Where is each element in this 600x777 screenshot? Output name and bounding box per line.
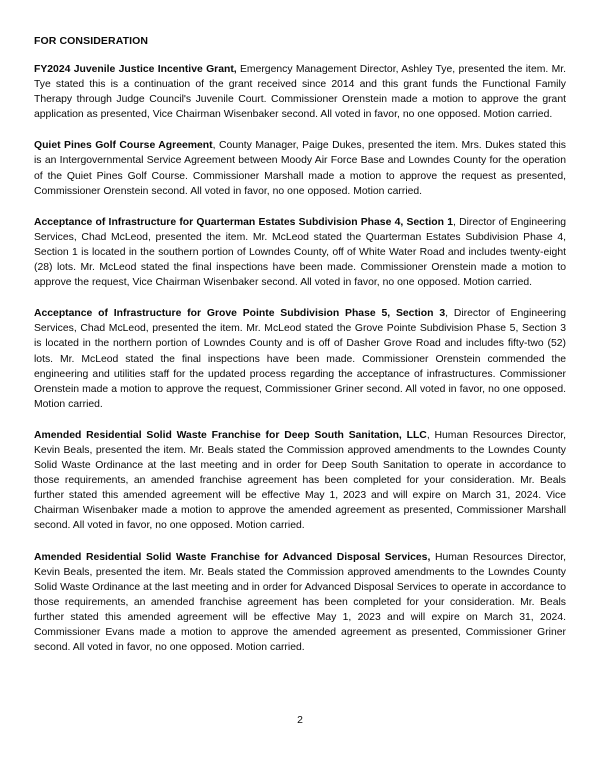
agenda-item-paragraph [34, 428, 566, 534]
agenda-item-title: Acceptance of Infrastructure for Grove Pointe Subdivision Phase 5, Section 3 [34, 308, 446, 320]
agenda-item-text: Emergency Management Director, Ashley Tye, presented the item. Mr. Tye stated this is a continuation of the grant received since 2014 and this grant funds the Functional Family Therapy through Judge Council's Juvenile Court. Commissioner Orenstein made a motion to approve the grant application as presented, Vice Chairman Wisenbaker second. All voted in favor, no one opposed. Motion carried. [34, 64, 567, 121]
agenda-item-text: , Director of Engineering Services, Chad McLeod, presented the item. Mr. McLeod stated the Quarterman Estates Subdivision Phase 4, Section 1 is located in the southern portion of Lowndes County, off of White Water Road and includes twenty-eight (28) lots. Mr. McLeod stated the final inspections have been made. Commissioner Orenstein made a motion to approve the request, Vice Chairman Wisenbaker second. All voted in favor, no one opposed. Motion carried. [34, 216, 566, 289]
agenda-item-title: Amended Residential Solid Waste Franchise for Deep South Sanitation, LLC [34, 429, 427, 441]
agenda-item-text: Human Resources Director, Kevin Beals, presented the item. Mr. Beals stated the Commission approved amendments to the Lowndes County Solid Waste Ordinance at the last meeting and in order for Advanced Disposal Services to operate in accordance to those requirements, an amended franchise agreement has been completed for your consideration. Mr. Beals further stated this amended agreement will be effective May 1, 2023 and will expire on March 31, 2024. Commissioner Evans made a motion to approve the amended agreement as presented, Commissioner Griner second. All voted in favor, no one opposed. Motion carried. [34, 551, 567, 654]
agenda-item-text: , Director of Engineering Services, Chad McLeod, presented the item. Mr. McLeod stated the Grove Pointe Subdivision Phase 5, Section 3 is located in the northern portion of Lowndes County and is off of Dasher Grove Road and includes fifty-two (52) lots. Mr. McLeod stated the final inspections have been made. Commissioner Orenstein commended the engineering and utilities staff for the updated process regarding the acceptance of infrastructures. Commissioner Orenstein made a motion to approve the request, Commissioner Griner second. All voted in favor, no one opposed. Motion carried. [34, 308, 566, 410]
agenda-item-title: Quiet Pines Golf Course Agreement [34, 140, 213, 152]
agenda-item-title: FY2024 Juvenile Justice Incentive Grant, [34, 64, 237, 75]
agenda-item-paragraph [34, 550, 566, 656]
agenda-item-paragraph [34, 215, 566, 290]
agenda-item-text: , Human Resources Director, Kevin Beals, presented the item. Mr. Beals stated the Commission approved amendments to the Lowndes County Solid Waste Ordinance at the last meeting and in order for Deep South Sanitation to operate in accordance to those requirements, an amended franchise agreement has been completed for your consideration. Mr. Beals further stated this amended agreement will be effective May 1, 2023 and will expire on March 31, 2024. Vice Chairman Wisenbaker made a motion to approve the amended agreement as presented, Commissioner Marshall second. All voted in favor, no one opposed. Motion carried. [34, 429, 566, 532]
section-heading-for-consideration: FOR CONSIDERATION [34, 35, 149, 47]
agenda-item-paragraph [34, 306, 566, 412]
page-number: 2 [297, 715, 303, 726]
agenda-item-paragraph [34, 138, 566, 198]
agenda-item-title: Amended Residential Solid Waste Franchise for Advanced Disposal Services, [34, 551, 431, 563]
agenda-item-text: , County Manager, Paige Dukes, presented the item. Mrs. Dukes stated this is an Intergovernmental Service Agreement between Moody Air Force Base and Lowndes County for the operation of the Quiet Pines Golf Course. Commissioner Marshall made a motion to approve the request as presented, Commissioner Orenstein second. All voted in favor, no one opposed. Motion carried. [34, 140, 566, 197]
agenda-item-paragraph [34, 62, 566, 122]
document-body [34, 34, 566, 655]
agenda-item-title: Acceptance of Infrastructure for Quarterman Estates Subdivision Phase 4, Section 1 [34, 216, 453, 228]
